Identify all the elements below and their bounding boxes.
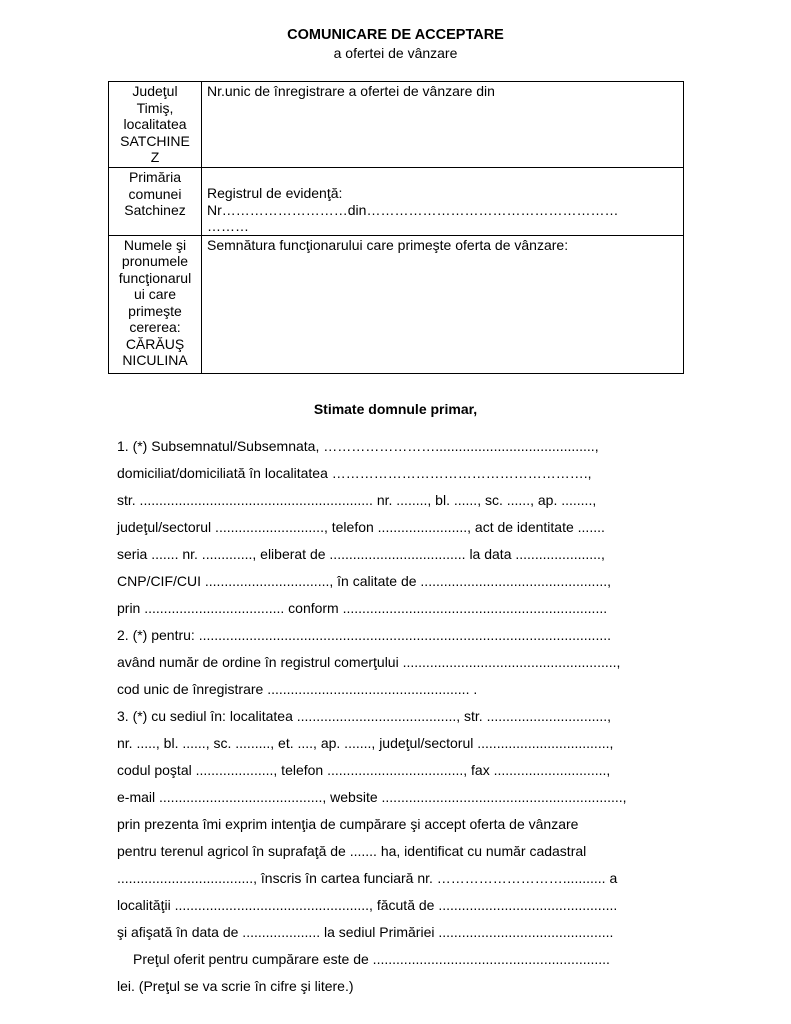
form-line-price: Preţul oferit pentru cumpărare este de ............................................................. bbox=[133, 951, 610, 967]
form-line-intent: prin prezenta îmi exprim intenţia de cumpărare şi accept oferta de vânzare bbox=[117, 816, 579, 832]
county-line: Judeţul bbox=[132, 83, 178, 99]
town-hall-line: Primăria bbox=[128, 169, 182, 185]
county-line: Timiş, bbox=[136, 99, 174, 116]
town-hall-cell bbox=[109, 168, 202, 236]
registration-number-cell bbox=[202, 82, 684, 168]
form-line-price-note: lei. (Preţul se va scrie în cifre şi litere.) bbox=[117, 978, 354, 994]
table-row-clerk bbox=[109, 235, 684, 373]
form-line-domicile: domiciliat/domiciliată în localitatea ………………………………………………., bbox=[117, 465, 592, 481]
form-line-posted-date: şi afişată în data de .................... la sediul Primăriei ............................................. bbox=[117, 924, 614, 940]
clerk-line: Numele şi bbox=[123, 236, 187, 253]
form-line-email-website: e-mail .........................................., website .............................................................., bbox=[117, 789, 627, 805]
form-line-land-book: ..................................., înscris în cartea funciară nr. ………………………........... a bbox=[117, 870, 618, 886]
form-line-cnp: CNP/CIF/CUI ................................, în calitate de ................................................, bbox=[117, 573, 612, 589]
form-line-trade-register: având număr de ordine în registrul comerţului ......................................................., bbox=[117, 654, 621, 670]
county-line: Z bbox=[150, 149, 160, 165]
form-line-id-series: seria ....... nr. ............., eliberat de ................................... la data ......................, bbox=[117, 546, 605, 562]
form-line-postal-phone-fax: codul poştal ...................., telefon ..................................., fax ............................., bbox=[117, 762, 611, 778]
form-line-locality: localităţii .................................................., făcută de .............................................. bbox=[117, 897, 618, 913]
register-number-field: Nr………………………din……………………………………………… bbox=[207, 201, 619, 218]
document-title: COMUNICARE DE ACCEPTARE bbox=[287, 27, 504, 43]
table-row-county bbox=[109, 82, 684, 168]
clerk-signature-label: Semnătura funcţionarului care primeşte oferta de vânzare: bbox=[207, 236, 569, 253]
clerk-line: pronumele bbox=[121, 253, 189, 269]
clerk-signature-cell bbox=[202, 235, 684, 373]
clerk-line: cererea: bbox=[129, 319, 181, 335]
form-line-applicant: 1. (*) Subsemnatul/Subsemnata, ……………………........................................., bbox=[117, 438, 599, 454]
register-number-continuation: ……… bbox=[207, 218, 249, 234]
form-line-by: prin .................................... conform .................................................................... bbox=[117, 600, 608, 616]
table-row-town-hall bbox=[109, 168, 684, 236]
greeting: Stimate domnule primar, bbox=[313, 401, 478, 417]
form-line-street: str. ............................................................ nr. ........, bl. ......, sc. ......, ap. ........, bbox=[117, 492, 597, 508]
form-line-headquarters: 3. (*) cu sediul în: localitatea ........................................., str. ..............................., bbox=[117, 708, 612, 724]
form-line-unique-code: cod unic de înregistrare .................................................... . bbox=[117, 681, 478, 697]
clerk-line: funcţionarul bbox=[118, 269, 192, 286]
county-line: localitatea bbox=[123, 116, 187, 132]
town-hall-line: Satchinez bbox=[124, 202, 186, 218]
clerk-line: NICULINA bbox=[122, 352, 188, 368]
registration-table bbox=[108, 81, 684, 374]
clerk-line: ui care bbox=[133, 286, 177, 302]
register-label: Registrul de evidenţă: bbox=[207, 185, 343, 201]
clerk-line: CĂRĂUŞ bbox=[125, 335, 185, 352]
county-line: SATCHINE bbox=[120, 132, 190, 149]
clerk-line: primeşte bbox=[128, 302, 182, 319]
clerk-cell bbox=[109, 235, 202, 373]
town-hall-line: comunei bbox=[128, 185, 182, 202]
form-line-company: 2. (*) pentru: .......................................................................................................... bbox=[117, 627, 612, 643]
form-line-county-phone-id: judeţul/sectorul ............................, telefon ......................., act de identitate ....... bbox=[117, 519, 605, 535]
register-cell bbox=[202, 168, 684, 236]
form-line-address-details: nr. ....., bl. ......, sc. ........., et. ...., ap. ......., judeţul/sectorul .................................., bbox=[117, 735, 614, 751]
document-subtitle: a ofertei de vânzare bbox=[333, 45, 458, 61]
county-cell bbox=[109, 82, 202, 168]
registration-number-label: Nr.unic de înregistrare a ofertei de vânzare din bbox=[207, 83, 495, 99]
form-line-land-area: pentru terenul agricol în suprafaţă de ....... ha, identificat cu număr cadastral bbox=[117, 843, 587, 859]
